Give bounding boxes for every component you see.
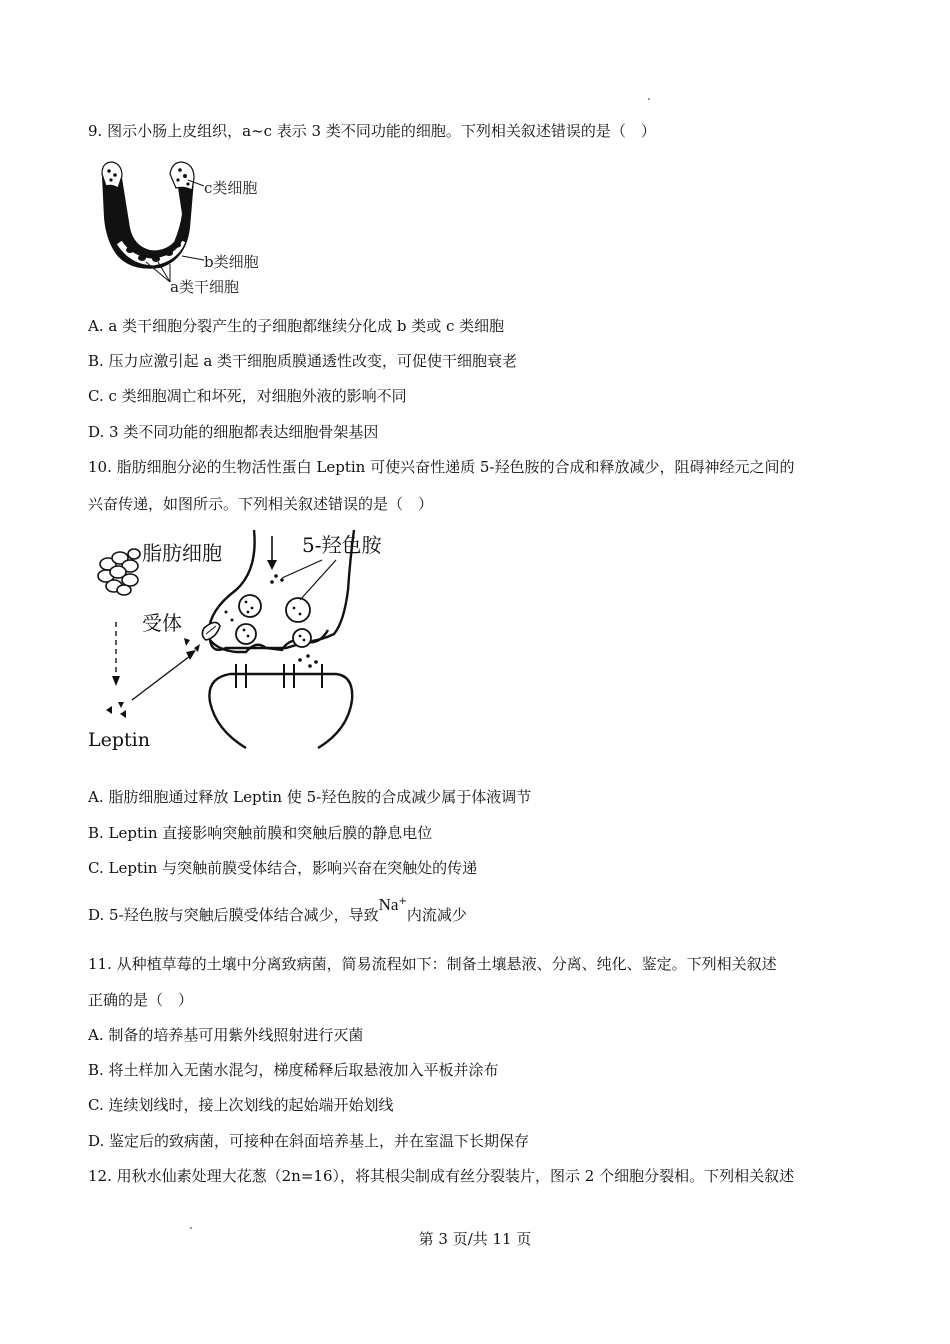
q10-option-d	[88, 895, 467, 928]
q10-option-d-post: 内流减少	[406, 906, 467, 924]
label-fat-cell: 脂肪细胞	[142, 541, 222, 565]
q9-stem: 9. 图示小肠上皮组织，a~c 表示 3 类不同功能的细胞。下列相关叙述错误的是（ ）	[88, 122, 656, 140]
label-b-cell: b类细胞	[204, 253, 259, 271]
q11-option-b: B. 将土样加入无菌水混匀，梯度稀释后取悬液加入平板并涂布	[88, 1061, 499, 1079]
q10-stem-line2: 兴奋传递，如图所示。下列相关叙述错误的是（ ）	[88, 495, 434, 513]
sodium-ion: Na	[378, 895, 399, 914]
sodium-charge: +	[398, 896, 407, 907]
q10-option-d-pre: D. 5-羟色胺与突触后膜受体结合减少，导致	[88, 906, 379, 924]
scan-speck	[648, 98, 650, 100]
q10-stem-line1: 10. 脂肪细胞分泌的生物活性蛋白 Leptin 可使兴奋性递质 5-羟色胺的合成和释放减少，阻碍神经元之间的	[88, 458, 795, 476]
synapse-leptin-figure	[86, 530, 416, 755]
q11-stem-line2: 正确的是（ ）	[88, 991, 194, 1009]
q10-option-c: C. Leptin 与突触前膜受体结合，影响兴奋在突触处的传递	[88, 859, 478, 877]
q10-option-a: A. 脂肪细胞通过释放 Leptin 使 5-羟色胺的合成减少属于体液调节	[88, 788, 532, 806]
q11-option-c: C. 连续划线时，接上次划线的起始端开始划线	[88, 1096, 394, 1114]
intestine-villus-figure	[90, 158, 290, 300]
label-leptin: Leptin	[88, 729, 150, 751]
label-receptor: 受体	[142, 611, 182, 635]
q11-stem-line1: 11. 从种植草莓的土壤中分离致病菌，简易流程如下：制备土壤悬液、分离、纯化、鉴定。下列相关叙述	[88, 955, 777, 973]
q9-option-b: B. 压力应激引起 a 类干细胞质膜通透性改变，可促使干细胞衰老	[88, 352, 518, 370]
q10-option-b: B. Leptin 直接影响突触前膜和突触后膜的静息电位	[88, 824, 433, 842]
q9-option-a: A. a 类干细胞分裂产生的子细胞都继续分化成 b 类或 c 类细胞	[88, 317, 505, 335]
q12-stem-line1: 12. 用秋水仙素处理大花葱（2n=16），将其根尖制成有丝分裂装片，图示 2 个细胞分裂相。下列相关叙述	[88, 1167, 795, 1185]
q9-option-c: C. c 类细胞凋亡和坏死，对细胞外液的影响不同	[88, 387, 407, 405]
q11-option-a: A. 制备的培养基可用紫外线照射进行灭菌	[88, 1026, 364, 1044]
q9-option-d: D. 3 类不同功能的细胞都表达细胞骨架基因	[88, 423, 379, 441]
label-c-cell: c类细胞	[204, 179, 258, 197]
label-serotonin: 5-羟色胺	[302, 533, 382, 557]
page-footer: 第 3 页/共 11 页	[418, 1230, 532, 1248]
q11-option-d: D. 鉴定后的致病菌，可接种在斜面培养基上，并在室温下长期保存	[88, 1132, 530, 1150]
label-a-stem-cell: a类干细胞	[170, 278, 239, 296]
